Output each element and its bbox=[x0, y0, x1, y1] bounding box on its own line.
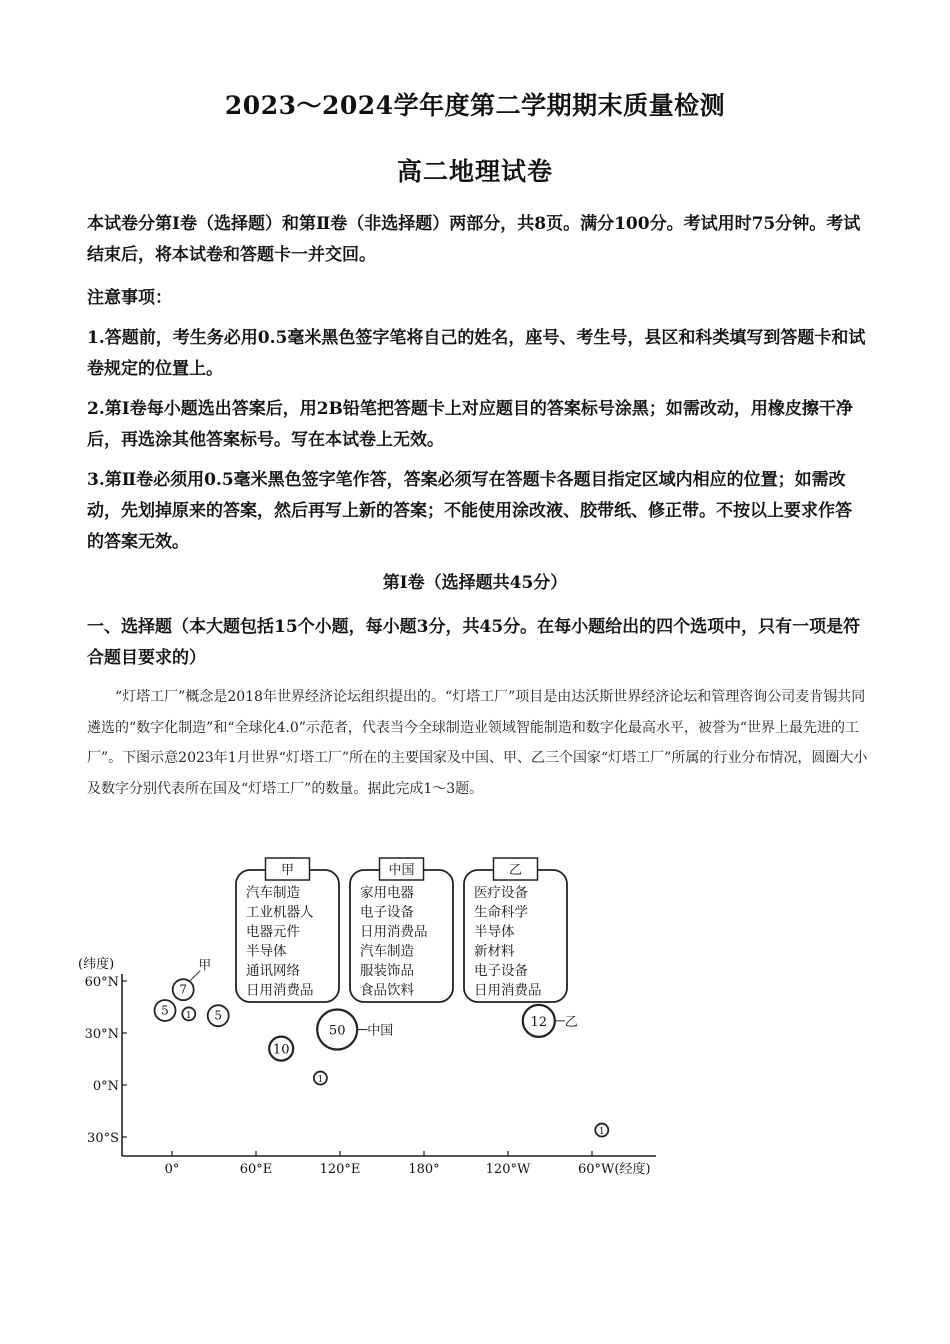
industry-item: 半导体 bbox=[246, 943, 287, 960]
industry-item: 汽车制造 bbox=[246, 885, 300, 901]
bubble-value: 1 bbox=[185, 1010, 192, 1021]
industry-item: 电器元件 bbox=[246, 924, 300, 940]
bubble-value: 1 bbox=[317, 1075, 324, 1086]
exam-subtitle: 高二地理试卷 bbox=[396, 157, 553, 186]
note-1: 1.答题前，考生务必用0.5毫米黑色签字笔将自己的姓名，座号、考生号，县区和科类填写到答题卡和试卷规定的位置上。 bbox=[87, 328, 866, 379]
bubble-label: 乙 bbox=[564, 1014, 578, 1030]
bubble-value: 12 bbox=[530, 1014, 548, 1030]
bubble-value: 10 bbox=[272, 1042, 290, 1058]
industry-item: 电子设备 bbox=[474, 963, 528, 979]
industry-item: 新材料 bbox=[474, 943, 515, 960]
bubble-value: 50 bbox=[328, 1023, 346, 1039]
industry-item: 日用消费品 bbox=[246, 982, 314, 999]
exam-intro: 本试卷分第Ⅰ卷（选择题）和第Ⅱ卷（非选择题）两部分，共8页。满分100分。考试用时75分钟。考试结束后，将本试卷和答题卡一并交回。 bbox=[87, 214, 861, 265]
y-axis-label: (纬度) bbox=[78, 957, 115, 972]
bubble-value: 7 bbox=[179, 982, 188, 997]
industry-box-title: 甲 bbox=[280, 863, 295, 878]
x-tick-label: 60°E bbox=[239, 1162, 273, 1177]
x-tick-label: 120°E bbox=[319, 1162, 361, 1177]
notes-heading: 注意事项： bbox=[87, 288, 172, 308]
industry-item: 工业机器人 bbox=[246, 904, 314, 921]
bubble-value: 5 bbox=[161, 1003, 169, 1018]
y-tick-label: 0°N bbox=[92, 1079, 119, 1094]
industry-item: 医疗设备 bbox=[474, 885, 528, 901]
industry-box-title: 中国 bbox=[388, 863, 415, 878]
exam-title: 2023～2024学年度第二学期期末质量检测 bbox=[224, 91, 726, 120]
industry-item: 半导体 bbox=[474, 924, 515, 940]
industry-item: 服装饰品 bbox=[360, 963, 414, 979]
y-tick-label: 30°S bbox=[87, 1131, 119, 1146]
y-tick-label: 60°N bbox=[84, 975, 119, 990]
lighthouse-factory-chart bbox=[78, 848, 678, 1188]
bubble-label: 中国 bbox=[367, 1023, 394, 1039]
industry-item: 生命科学 bbox=[474, 904, 528, 921]
industry-item: 汽车制造 bbox=[360, 943, 414, 960]
industry-item: 日用消费品 bbox=[360, 924, 428, 940]
bubble-value: 5 bbox=[214, 1008, 223, 1023]
industry-item: 食品饮料 bbox=[360, 982, 414, 999]
x-tick-label: 60°W(经度) bbox=[578, 1162, 651, 1177]
note-3: 3.第Ⅱ卷必须用0.5毫米黑色签字笔作答，答案必须写在答题卡各题目指定区域内相应的位置；如需改动，先划掉原来的答案，然后再写上新的答案；不能使用涂改液、胶带纸、修正带。不按以上要求作答的答案无效。 bbox=[87, 470, 852, 552]
part-title: 一、选择题（本大题包括15个小题，每小题3分，共45分。在每小题给出的四个选项中，只有一项是符合题目要求的） bbox=[87, 617, 861, 668]
x-tick-label: 0° bbox=[164, 1162, 180, 1177]
x-tick-label: 180° bbox=[408, 1162, 440, 1177]
industry-item: 通讯网络 bbox=[246, 963, 300, 979]
question-passage: “灯塔工厂”概念是2018年世界经济论坛组织提出的。“灯塔工厂”项目是由达沃斯世界经济论坛和管理咨询公司麦肯锡共同遴选的“数字化制造”和“全球化4.0”示范者，代表当今全球制造业领域智能制造和数字化最高水平，被誉为“世界上最先进的工厂”。下图示意2023年1月世界“灯塔工厂”所在的主要国家及中国、甲、乙三个国家“灯塔工厂”所属的行业分布情况，圆圈大小及数字分别代表所在国及“灯塔工厂”的数量。据此完成1～3题。 bbox=[87, 689, 868, 797]
industry-item: 电子设备 bbox=[360, 904, 414, 921]
industry-item: 日用消费品 bbox=[474, 982, 542, 999]
section-heading: 第Ⅰ卷（选择题共45分） bbox=[382, 573, 568, 593]
industry-item: 家用电器 bbox=[360, 885, 414, 901]
bubble-value: 1 bbox=[598, 1127, 605, 1138]
y-tick-label: 30°N bbox=[84, 1027, 119, 1042]
bubble-label: 甲 bbox=[198, 958, 212, 974]
note-2: 2.第Ⅰ卷每小题选出答案后，用2B铅笔把答题卡上对应题目的答案标号涂黑；如需改动，用橡皮擦干净后，再选涂其他答案标号。写在本试卷上无效。 bbox=[87, 399, 853, 450]
industry-box-title: 乙 bbox=[508, 863, 523, 878]
x-tick-label: 120°W bbox=[485, 1162, 531, 1177]
